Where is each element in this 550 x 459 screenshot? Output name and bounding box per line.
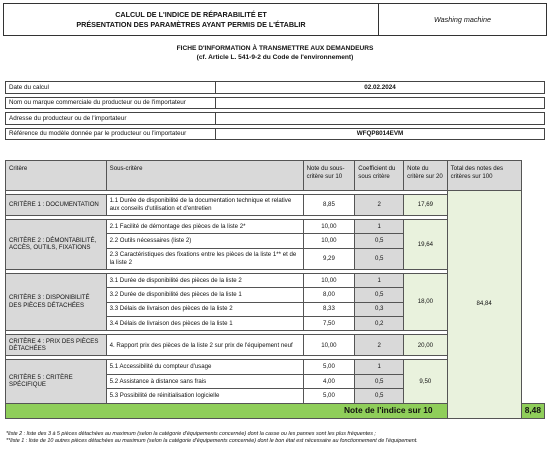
- info-row-date: [6, 82, 545, 94]
- sub-criterion: 3.2 Durée de disponibilité des pièces de la liste 1: [106, 288, 303, 302]
- header-coefficient: Coefficient du sous critère: [355, 161, 404, 191]
- sub-coef: 0,5: [355, 389, 404, 403]
- header-note-100: Total des notes des critères sur 100: [447, 161, 521, 191]
- sub-criterion: 3.3 Délais de livraison des pièces de la liste 2: [106, 302, 303, 316]
- subtitle-line-2: (cf. Article L. 541-9-2 du Code de l'environnement): [196, 54, 354, 61]
- index-value: 8,48: [521, 403, 544, 418]
- info-row-brand: [6, 97, 545, 109]
- sub-note: 5,00: [303, 360, 355, 374]
- sub-criterion: 3.1 Durée de disponibilité des pièces de la liste 2: [106, 273, 303, 287]
- document-title: [4, 4, 379, 35]
- criterion-4-note20: 20,00: [404, 335, 447, 356]
- product-type: Washing machine: [434, 15, 491, 24]
- info-label: Nom ou marque commerciale du producteur ou de l'importateur: [6, 97, 216, 109]
- sub-coef: 0,3: [355, 302, 404, 316]
- sub-note: 5,00: [303, 389, 355, 403]
- sub-criterion: 2.3 Caractéristiques des fixations entre les pièces de la liste 1** et de la liste 2: [106, 248, 303, 269]
- criterion-3-note20: 18,00: [404, 273, 447, 331]
- sub-criterion: 4. Rapport prix des pièces de la liste 2 sur prix de l'équipement neuf: [106, 335, 303, 356]
- sub-coef: 1: [355, 360, 404, 374]
- sub-coef: 0,5: [355, 374, 404, 388]
- title-line-2: PRÉSENTATION DES PARAMÈTRES AYANT PERMIS DE L'ÉTABLIR: [76, 19, 306, 29]
- sub-criterion: 5.3 Possibilité de réinitialisation logicielle: [106, 389, 303, 403]
- header-critere: Critère: [6, 161, 107, 191]
- criterion-3-name: CRITÈRE 3 : DISPONIBILITÉ DES PIÈCES DÉTACHÉES: [6, 273, 107, 331]
- criterion-2-name: CRITÈRE 2 : DÉMONTABILITÉ, ACCÈS, OUTILS, FIXATIONS: [6, 220, 107, 270]
- sub-note: 10,00: [303, 335, 355, 356]
- criterion-2-note20: 19,64: [404, 220, 447, 270]
- table-header-row: [6, 161, 545, 191]
- sub-coef: 2: [355, 335, 404, 356]
- sub-criterion: 1.1 Durée de disponibilité de la documentation technique et relative aux conseils d'utilisation et d'entretien: [106, 195, 303, 216]
- sub-coef: 0,5: [355, 248, 404, 269]
- subtitle: [0, 44, 550, 62]
- sub-note: 9,29: [303, 248, 355, 269]
- footnotes: [6, 431, 546, 446]
- criterion-1-note20: 17,69: [404, 195, 447, 216]
- sub-criterion: 5.1 Accessibilité du compteur d'usage: [106, 360, 303, 374]
- header: [3, 3, 547, 36]
- subtitle-line-1: FICHE D'INFORMATION À TRANSMETTRE AUX DEMANDEURS: [176, 45, 374, 52]
- sub-note: 10,00: [303, 220, 355, 234]
- footnote-liste-2: *liste 2 : liste des 3 à 5 pièces détachées au maximum (selon la catégorie d'équipements concernée) dont la casse ou les pannes sont les plus fréquentes ;: [6, 431, 376, 437]
- sub-criterion: 2.1 Facilité de démontage des pièces de la liste 2*: [106, 220, 303, 234]
- sub-criterion: 5.2 Assistance à distance sans frais: [106, 374, 303, 388]
- sub-coef: 1: [355, 220, 404, 234]
- info-value: [216, 113, 545, 125]
- info-row-reference: [6, 128, 545, 140]
- header-note-20: Note du critère sur 20: [404, 161, 447, 191]
- index-label: Note de l'indice sur 10: [6, 403, 448, 418]
- criterion-5-name: CRITÈRE 5 : CRITÈRE SPÉCIFIQUE: [6, 360, 107, 403]
- sub-criterion: 2.2 Outils nécessaires (liste 2): [106, 234, 303, 248]
- sub-note: 4,00: [303, 374, 355, 388]
- info-row-address: [6, 113, 545, 125]
- title-line-1: CALCUL DE L'INDICE DE RÉPARABILITÉ ET: [115, 9, 267, 19]
- sub-note: 8,33: [303, 302, 355, 316]
- sub-note: 8,85: [303, 195, 355, 216]
- info-value: WFQP8014EVM: [216, 128, 545, 140]
- info-value: [216, 97, 545, 109]
- header-note-sous-critere: Note du sous-critère sur 10: [303, 161, 355, 191]
- criterion-5-note20: 9,50: [404, 360, 447, 403]
- sub-note: 8,00: [303, 288, 355, 302]
- sub-coef: 0,5: [355, 234, 404, 248]
- criterion-1-name: CRITÈRE 1 : DOCUMENTATION: [6, 195, 107, 216]
- header-sous-critere: Sous-critère: [106, 161, 303, 191]
- info-value: 02.02.2024: [216, 82, 545, 94]
- criterion-4-name: CRITÈRE 4 : PRIX DES PIÈCES DÉTACHÉES: [6, 335, 107, 356]
- total-100-cell: 84,84: [447, 191, 521, 419]
- info-label: Date du calcul: [6, 82, 216, 94]
- sub-note: 10,00: [303, 273, 355, 287]
- sub-coef: 0,5: [355, 288, 404, 302]
- info-table: [5, 81, 545, 140]
- sub-note: 10,00: [303, 234, 355, 248]
- repairability-table: [5, 160, 545, 419]
- sub-coef: 2: [355, 195, 404, 216]
- sub-coef: 1: [355, 273, 404, 287]
- sub-coef: 0,2: [355, 316, 404, 330]
- info-label: Référence du modèle donnée par le producteur ou l'importateur: [6, 128, 216, 140]
- footnote-liste-1: **liste 1 : liste de 10 autres pièces détachées au maximum (selon la catégorie d'équipements concernée) dont le bon état est nécessaire au fonctionnement de l'équipement.: [6, 438, 418, 445]
- sub-criterion: 3.4 Délais de livraison des pièces de la liste 1: [106, 316, 303, 330]
- sub-note: 7,50: [303, 316, 355, 330]
- info-label: Adresse du producteur ou de l'importateur: [6, 113, 216, 125]
